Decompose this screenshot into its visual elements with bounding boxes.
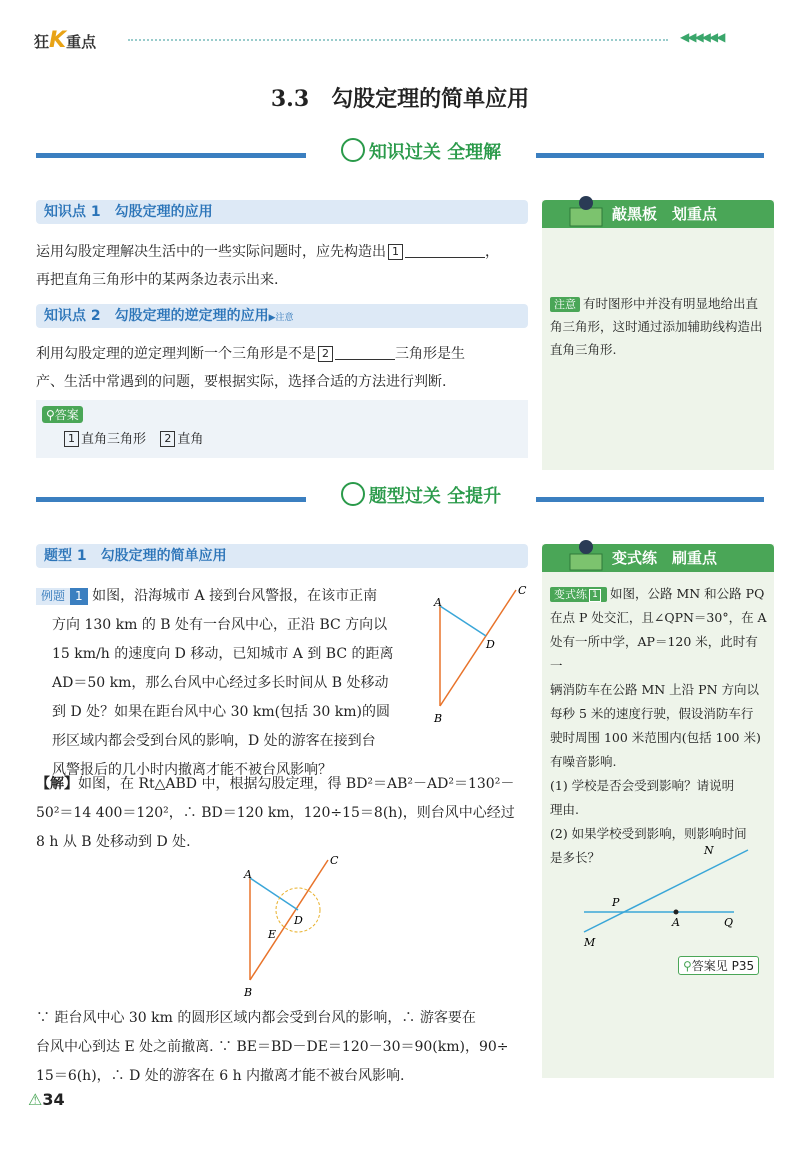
practice-line-8: 理由. (550, 802, 579, 817)
practice-tag (550, 587, 607, 602)
solution-line-0: 如图，在 Rt△ABD 中，根据勾股定理，得 BD²＝AB²－AD²＝130²－ (78, 776, 515, 792)
kp1-line2: 再把直角三角形中的某两条边表示出来. (36, 272, 279, 288)
label-a: A (434, 596, 442, 609)
side-box-title: 变式练 刷重点 (612, 549, 718, 567)
banner-label (306, 482, 536, 510)
section-banner-knowledge (36, 142, 764, 163)
conclusion-line-0: ∵ 距台风中心 30 km 的圆形区域内都会受到台风的影响，∴ 游客要在 (36, 1010, 476, 1026)
key-icon: ⚲ (683, 959, 692, 973)
kp1-label: 知识点 1 勾股定理的应用 (44, 204, 213, 220)
compass-icon: ⚠ (28, 1090, 43, 1109)
kp1-text-b: ， (485, 244, 499, 260)
answer-2: 直角 (177, 432, 204, 447)
practice-line-6: 有噪音影响. (550, 754, 617, 769)
refresh-icon (341, 138, 365, 162)
student-icon (566, 538, 606, 572)
section-banner-types (36, 486, 764, 507)
practice-line-10: 是多长？ (550, 850, 601, 865)
segment-ad (440, 606, 486, 636)
note-tag (550, 297, 580, 312)
brand-text-2: 重点 (66, 33, 97, 51)
answer-1: 直角三角形 (81, 432, 147, 447)
label-q: Q (724, 916, 734, 929)
label-b: B (434, 712, 443, 725)
kp1-header (36, 200, 528, 224)
example-label-text: 例题 (41, 589, 66, 603)
problem-line-2: 15 km/h 的速度向 D 移动，已知城市 A 到 BC 的距离 (52, 646, 394, 662)
segment-ad (250, 878, 298, 910)
kp1-text-a: 运用勾股定理解决生活中的一些实际问题时，应先构造出 (36, 244, 386, 260)
brand-k: K (49, 28, 67, 53)
solution (36, 770, 532, 857)
kp2-text-a: 利用勾股定理的逆定理判断一个三角形是不是 (36, 346, 316, 362)
kp2-note: ▶注意 (268, 313, 294, 323)
side-box-practice (542, 544, 774, 1078)
figure-roads (578, 840, 758, 950)
problem-line-4: 到 D 处？如果在距台风中心 30 km(包括 30 km)的圆 (52, 704, 390, 720)
practice-line-2: 处有一所中学，AP＝120 米，此时有一 (550, 634, 758, 673)
example-label (36, 588, 70, 605)
key-icon: ⚲ (46, 408, 55, 422)
example-problem (36, 582, 428, 785)
solution-label: 【解】 (36, 776, 78, 792)
type1-label: 题型 1 勾股定理的简单应用 (44, 548, 227, 564)
practice-line-9: (2) 如果学校受到影响，则影响时间 (550, 826, 747, 841)
answer-num-2: 2 (160, 431, 175, 447)
answer-label-text: 答案 (54, 408, 79, 422)
answer-reference-text: 答案见 P35 (691, 959, 755, 973)
practice-line-3: 辆消防车在公路 MN 上沿 PN 方向以 (550, 682, 759, 697)
segment-bc (440, 590, 516, 706)
figure-2 (236, 852, 346, 1002)
kp2-header (36, 304, 528, 328)
banner-text: 题型过关 全提升 (368, 486, 502, 507)
label-d: D (486, 638, 495, 651)
rocket-icon (341, 482, 365, 506)
side-box-text (550, 292, 768, 361)
header-arrows-icon: ◀◀◀◀◀◀ (680, 30, 724, 44)
note-text: 有时图形中并没有明显地给出直角三角形，这时通过添加辅助线构造出直角三角形. (550, 296, 763, 357)
page-number-text: 34 (42, 1090, 65, 1109)
blank-number: 2 (318, 346, 333, 362)
banner-label (306, 138, 536, 166)
solution-line-1: 50²＝14 400＝120²，∴ BD＝120 km，120÷15＝8(h)，则台风中心经过 (36, 805, 515, 821)
problem-line-0: 如图，沿海城市 A 接到台风警报，在该市正南 (92, 588, 378, 604)
problem-line-5: 形区域内都会受到台风的影响，D 处的游客在接到台 (52, 733, 376, 749)
practice-tag-num: 1 (589, 589, 601, 602)
solution-line-2: 8 h 从 B 处移动到 D 处. (36, 834, 191, 850)
label-c: C (330, 854, 339, 867)
conclusion-line-2: 15＝6(h)，∴ D 处的游客在 6 h 内撤离才能不被台风影响. (36, 1068, 405, 1084)
conclusion (36, 1004, 532, 1091)
label-n: N (704, 844, 714, 857)
problem-line-1: 方向 130 km 的 B 处有一台风中心，正沿 BC 方向以 (52, 617, 388, 633)
conclusion-line-1: 台风中心到达 E 处之前撤离. ∵ BE＝BD－DE＝120－30＝90(km)，90÷ (36, 1039, 509, 1055)
problem-line-3: AD＝50 km，那么台风中心经过多长时间从 B 处移动 (52, 675, 389, 691)
label-m: M (584, 936, 596, 949)
figure-1 (428, 582, 534, 728)
blank-number: 1 (388, 244, 403, 260)
fill-blank (405, 243, 485, 258)
answer-text (62, 428, 203, 447)
side-box-title: 敲黑板 划重点 (612, 205, 718, 223)
practice-tag-text: 变式练 (554, 588, 587, 601)
problem-line-6: 风警报后的几小时内撤离才能不被台风影响？ (52, 762, 332, 778)
practice-line-7: (1) 学校是否会受到影响？请说明 (550, 778, 735, 793)
kp1-text (36, 238, 536, 294)
example-number: 1 (70, 588, 88, 605)
practice-line-4: 每秒 5 米的速度行驶，假设消防车行 (550, 706, 754, 721)
note-tag-text: 注意 (554, 298, 576, 311)
kp2-text (36, 340, 536, 396)
segment-bc (250, 860, 328, 980)
practice-line-1: 在点 P 处交汇，且∠QPN＝30°，在 A (550, 610, 767, 625)
kp2-text-b: 三角形是生 (395, 346, 465, 362)
label-b: B (244, 986, 253, 999)
label-a: A (244, 868, 252, 881)
label-e: E (268, 928, 277, 941)
answer-label (42, 406, 83, 423)
label-a: A (672, 916, 680, 929)
practice-line-0: 如图，公路 MN 和公路 PQ (610, 586, 765, 601)
brand-text: 狂 (34, 33, 50, 51)
fill-blank (335, 345, 395, 360)
kp2-line2: 产、生活中常遇到的问题，要根据实际，选择合适的方法进行判断. (36, 374, 447, 390)
answer-reference[interactable] (678, 956, 759, 975)
side-box-notes (542, 200, 774, 470)
point-a (674, 910, 679, 915)
label-d: D (294, 914, 303, 927)
practice-text (550, 582, 770, 870)
practice-line-5: 驶时周围 100 米范围内(包括 100 米) (550, 730, 761, 745)
page-number (28, 1090, 65, 1109)
header-dotted-line (128, 39, 668, 41)
label-c: C (518, 584, 527, 597)
banner-text: 知识过关 全理解 (368, 142, 502, 163)
teacher-icon (566, 194, 606, 228)
page-title: 3.3 勾股定理的简单应用 (270, 86, 530, 112)
kp2-label: 知识点 2 勾股定理的逆定理的应用 (44, 308, 269, 324)
label-p: P (612, 896, 620, 909)
problem-line (36, 582, 428, 611)
brand-logo (34, 28, 96, 53)
type1-header (36, 544, 528, 568)
answer-num-1: 1 (64, 431, 79, 447)
